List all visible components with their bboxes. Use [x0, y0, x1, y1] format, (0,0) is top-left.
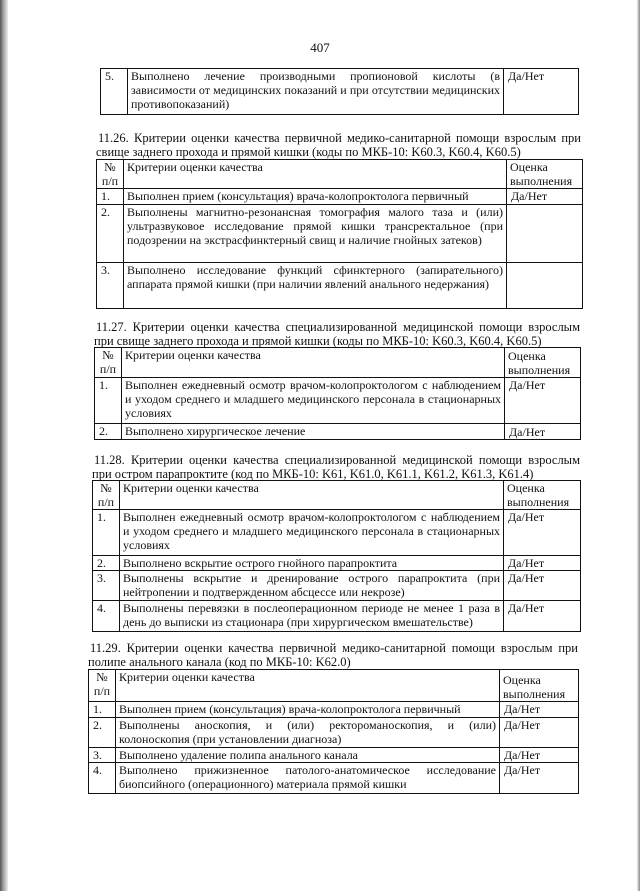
criteria-text: Выполнены аноскопия, и (или) ректороманоскопия, и (или) колоноскопия (при установлении диагноза)	[116, 718, 500, 748]
row-number: 4.	[93, 601, 120, 632]
row-number: 4.	[89, 763, 116, 794]
header-mark: Оценка выполнения	[504, 481, 581, 510]
row-number: 1.	[97, 189, 124, 205]
header-num: № п/п	[97, 160, 124, 189]
header-num: № п/п	[93, 481, 120, 510]
mark-cell: Да/Нет	[504, 510, 581, 556]
table-row	[93, 571, 581, 601]
scan-edge-left	[0, 0, 8, 891]
row-number: 5.	[101, 69, 128, 115]
section-title: 11.28. Критерии оценки качества специализированной медицинской помощи взрослым при остром парапроктите (код по МКБ-10: K61, K61.0, K61.1, K61.2, K61.3, K61.4)	[92, 453, 580, 481]
criteria-text: Выполнены перевязки в послеоперационном периоде не менее 1 раза в день до выписки из стационара (при хирургическом вмешательстве)	[120, 601, 504, 632]
mark-cell: Да/Нет	[505, 424, 581, 440]
criteria-text: Выполнено хирургическое лечение	[122, 424, 505, 440]
table-row	[93, 556, 581, 571]
row-number: 1.	[89, 702, 116, 718]
table-row	[101, 69, 579, 115]
criteria-text: Выполнены магнитно-резонансная томография малого таза и (или) ультразвуковое исследование прямой кишки трансректальное (при подозрении на экстрасфинктерный свищ и наличие гнойных затеков)	[124, 205, 507, 263]
section-title: 11.26. Критерии оценки качества первичной медико-санитарной помощи взрослым при свище заднего прохода и прямой кишки (коды по МКБ-10: K60.3, K60.4, K60.5)	[96, 131, 581, 159]
row-number: 2.	[97, 205, 124, 263]
criteria-text: Выполнено вскрытие острого гнойного парапроктита	[120, 556, 504, 571]
criteria-text: Выполнен ежедневный осмотр врачом-колопроктологом с наблюдением и уходом среднего и младшего медицинского персонала в стационарных условиях	[120, 510, 504, 556]
criteria-text: Выполнено лечение производными пропионовой кислоты (в зависимости от медицинских показаний и при отсутствии медицинских противопоказаний)	[128, 69, 504, 115]
row-number: 1.	[93, 510, 120, 556]
header-mark: Оценка выполнения	[505, 348, 581, 378]
page-number: 407	[310, 40, 330, 55]
table-header-row	[97, 160, 583, 189]
continuation-table	[100, 68, 579, 115]
mark-cell: Да/Нет	[504, 69, 579, 115]
mark-cell: Да/Нет	[504, 601, 581, 632]
header-criteria: Критерии оценки качества	[122, 348, 505, 378]
row-number: 3.	[93, 571, 120, 601]
header-num: № п/п	[95, 348, 122, 378]
row-number: 3.	[89, 748, 116, 763]
mark-cell: Да/Нет	[500, 748, 579, 763]
row-number: 2.	[89, 718, 116, 748]
table-row	[89, 763, 579, 794]
table-header-row	[93, 481, 581, 510]
criteria-text: Выполнен прием (консультация) врача-колопроктолога первичный	[124, 189, 507, 205]
table-row	[97, 263, 583, 309]
mark-cell: Да/Нет	[505, 378, 581, 424]
header-criteria: Критерии оценки качества	[116, 670, 500, 702]
mark-cell	[507, 205, 583, 263]
table-row	[93, 510, 581, 556]
table-row	[89, 748, 579, 763]
section-title: 11.27. Критерии оценки качества специализированной медицинской помощи взрослым при свище заднего прохода и прямой кишки (коды по МКБ-10: K60.3, K60.4, K60.5)	[94, 320, 580, 348]
criteria-text: Выполнено удаление полипа анального канала	[116, 748, 500, 763]
criteria-text: Выполнен ежедневный осмотр врачом-колопроктологом с наблюдением и уходом среднего и младшего медицинского персонала в стационарных условиях	[122, 378, 505, 424]
mark-cell: Да/Нет	[504, 556, 581, 571]
criteria-text: Выполнен прием (консультация) врача-колопроктолога первичный	[116, 702, 500, 718]
table-row	[95, 378, 581, 424]
table-header-row	[95, 348, 581, 378]
row-number: 2.	[95, 424, 122, 440]
table-row	[89, 702, 579, 718]
criteria-table	[96, 159, 583, 309]
header-num: № п/п	[89, 670, 116, 702]
row-number: 2.	[93, 556, 120, 571]
section-title: 11.29. Критерии оценки качества первичной медико-санитарной помощи взрослым при полипе анального канала (код по МКБ-10: K62.0)	[88, 641, 578, 669]
mark-cell: Да/Нет	[500, 763, 579, 794]
header-mark: Оценка выполнения	[507, 160, 583, 189]
criteria-table	[94, 347, 581, 440]
table-row	[97, 189, 583, 205]
criteria-table	[92, 480, 581, 632]
criteria-text: Выполнены вскрытие и дренирование острого парапроктита (при нейтропении и подтвержденном абсцессе или некрозе)	[120, 571, 504, 601]
header-criteria: Критерии оценки качества	[124, 160, 507, 189]
header-mark: Оценка выполнения	[500, 670, 579, 702]
table-header-row	[89, 670, 579, 702]
criteria-text: Выполнено прижизненное патолого-анатомическое исследование биопсийного (операционного) материала прямой кишки	[116, 763, 500, 794]
criteria-table	[88, 669, 579, 794]
table-row	[97, 205, 583, 263]
criteria-text: Выполнено исследование функций сфинктерного (запирательного) аппарата прямой кишки (при наличии явлений анального недержания)	[124, 263, 507, 309]
mark-cell: Да/Нет	[500, 702, 579, 718]
mark-cell: Да/Нет	[507, 189, 583, 205]
table-row	[95, 424, 581, 440]
row-number: 3.	[97, 263, 124, 309]
table-row	[89, 718, 579, 748]
mark-cell: Да/Нет	[500, 718, 579, 748]
row-number: 1.	[95, 378, 122, 424]
table-row	[93, 601, 581, 632]
mark-cell: Да/Нет	[504, 571, 581, 601]
header-criteria: Критерии оценки качества	[120, 481, 504, 510]
mark-cell	[507, 263, 583, 309]
